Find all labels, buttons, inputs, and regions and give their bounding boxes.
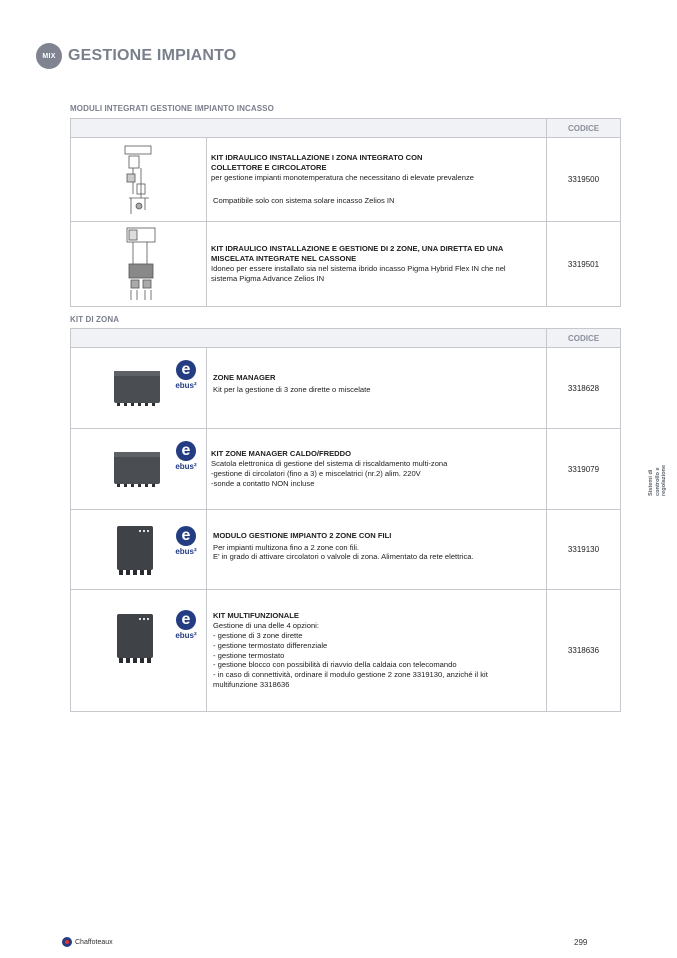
mix-badge: MIX bbox=[36, 43, 62, 69]
product-image-cell bbox=[71, 138, 207, 221]
section-title-incasso: MODULI INTEGRATI GESTIONE IMPIANTO INCASSO bbox=[70, 104, 274, 113]
ebus-label: ebus² bbox=[175, 547, 197, 556]
product-desc: Gestione di una delle 4 opzioni: bbox=[213, 620, 319, 630]
ebus-e-icon: e bbox=[176, 610, 196, 630]
table-row bbox=[71, 138, 620, 222]
product-desc: multifunzione 3318636 bbox=[213, 680, 290, 690]
ebus-label: ebus² bbox=[175, 462, 197, 471]
side-section-label bbox=[648, 466, 668, 496]
ebus-e-icon: e bbox=[176, 441, 196, 461]
product-title: MODULO GESTIONE IMPIANTO 2 ZONE CON FILI bbox=[213, 530, 392, 540]
product-desc: Kit per la gestione di 3 zone dirette o miscelate bbox=[213, 385, 371, 394]
side-label-line: controllo e bbox=[654, 467, 661, 496]
brand-name: Chaffoteaux bbox=[75, 938, 113, 946]
table-incasso bbox=[70, 118, 621, 307]
table-row bbox=[71, 510, 620, 590]
side-label-line: regolazione bbox=[661, 464, 668, 496]
product-title: COLLETTORE E CIRCOLATORE bbox=[211, 162, 327, 172]
page-header bbox=[36, 42, 236, 70]
ebus-logo bbox=[171, 441, 201, 475]
table-row bbox=[71, 348, 620, 429]
product-desc: - gestione di 3 zone dirette bbox=[213, 630, 303, 640]
product-desc: Per impianti multizona fino a 2 zone con fili. bbox=[213, 542, 360, 552]
product-desc: - gestione blocco con possibilità di riavvio della caldaia con telecomando bbox=[213, 660, 457, 670]
section-title-kit-zona: KIT DI ZONA bbox=[70, 315, 120, 324]
chaffoteaux-logo bbox=[62, 937, 113, 947]
product-desc: Scatola elettronica di gestione del sistema di riscaldamento multi-zona bbox=[211, 459, 448, 469]
product-code: 3319130 bbox=[546, 510, 620, 589]
product-title: ZONE MANAGER bbox=[213, 373, 276, 383]
product-desc: sistema Pigma Advance Zelios IN bbox=[211, 273, 325, 283]
product-description bbox=[207, 138, 546, 221]
product-desc: E' in grado di attivare circolatori o valvole di zona. Alimentato da rete elettrica. bbox=[213, 552, 474, 562]
product-desc: - gestione termostato bbox=[213, 650, 285, 660]
product-code: 3318636 bbox=[546, 590, 620, 711]
product-image-cell bbox=[71, 510, 207, 589]
product-code: 3319079 bbox=[546, 429, 620, 509]
table-header bbox=[71, 329, 620, 348]
product-description bbox=[207, 429, 546, 509]
product-note: Compatibile solo con sistema solare incasso Zelios IN bbox=[213, 196, 395, 206]
ebus-logo bbox=[171, 526, 201, 560]
product-desc: -sonde a contatto NON incluse bbox=[211, 478, 315, 488]
product-title: KIT ZONE MANAGER CALDO/FREDDO bbox=[211, 449, 352, 459]
table-row bbox=[71, 429, 620, 510]
page-title: GESTIONE IMPIANTO bbox=[68, 47, 237, 64]
product-title: MISCELATA INTEGRATE NEL CASSONE bbox=[211, 254, 357, 264]
code-column-header: CODICE bbox=[546, 329, 620, 347]
brand-mark-icon bbox=[62, 937, 72, 947]
module-2-zones-image bbox=[115, 524, 155, 578]
product-desc: - gestione termostato differenziale bbox=[213, 640, 328, 650]
product-description bbox=[207, 510, 546, 589]
ebus-e-icon: e bbox=[176, 360, 196, 380]
zone-manager-image bbox=[113, 368, 161, 408]
table-row bbox=[71, 222, 620, 306]
multifunction-kit-image bbox=[115, 612, 155, 666]
code-column-header: CODICE bbox=[546, 119, 620, 137]
ebus-e-icon: e bbox=[176, 526, 196, 546]
product-desc: - in caso di connettività, ordinare il modulo gestione 2 zone 3319130, anziché il kit bbox=[213, 670, 488, 680]
side-label-line: Sistemi di bbox=[648, 469, 654, 496]
ebus-logo bbox=[171, 360, 201, 394]
hydraulic-kit-image bbox=[119, 144, 159, 218]
table-row bbox=[71, 590, 620, 711]
product-image-cell bbox=[71, 590, 207, 711]
product-desc: per gestione impianti monotemperatura che necessitano di elevate prevalenze bbox=[211, 172, 474, 182]
product-image-cell bbox=[71, 222, 207, 306]
product-description bbox=[207, 222, 546, 306]
product-title: KIT MULTIFUNZIONALE bbox=[213, 611, 299, 621]
product-description bbox=[207, 590, 546, 711]
product-code: 3318628 bbox=[546, 348, 620, 428]
ebus-label: ebus² bbox=[175, 381, 197, 390]
product-title: KIT IDRAULICO INSTALLAZIONE E GESTIONE DI 2 ZONE, UNA DIRETTA ED UNA bbox=[211, 244, 504, 254]
page-number: 299 bbox=[574, 938, 588, 947]
ebus-logo bbox=[171, 610, 201, 644]
product-desc: -gestione di circolatori (fino a 3) e miscelatrici (nr.2) alim. 220V bbox=[211, 469, 421, 478]
table-kit-zona bbox=[70, 328, 621, 712]
table-header bbox=[71, 119, 620, 138]
product-title: KIT IDRAULICO INSTALLAZIONE I ZONA INTEGRATO CON bbox=[211, 152, 423, 162]
product-image-cell bbox=[71, 429, 207, 509]
ebus-label: ebus² bbox=[175, 631, 197, 640]
product-code: 3319501 bbox=[546, 222, 620, 306]
hydraulic-2-zones-kit-image bbox=[123, 226, 163, 302]
zone-manager-hot-cold-image bbox=[113, 449, 161, 489]
product-description bbox=[207, 348, 546, 428]
product-image-cell bbox=[71, 348, 207, 428]
product-code: 3319500 bbox=[546, 138, 620, 221]
product-desc: Idoneo per essere installato sia nel sistema ibrido incasso Pigma Hybrid Flex IN che nel bbox=[211, 264, 506, 273]
